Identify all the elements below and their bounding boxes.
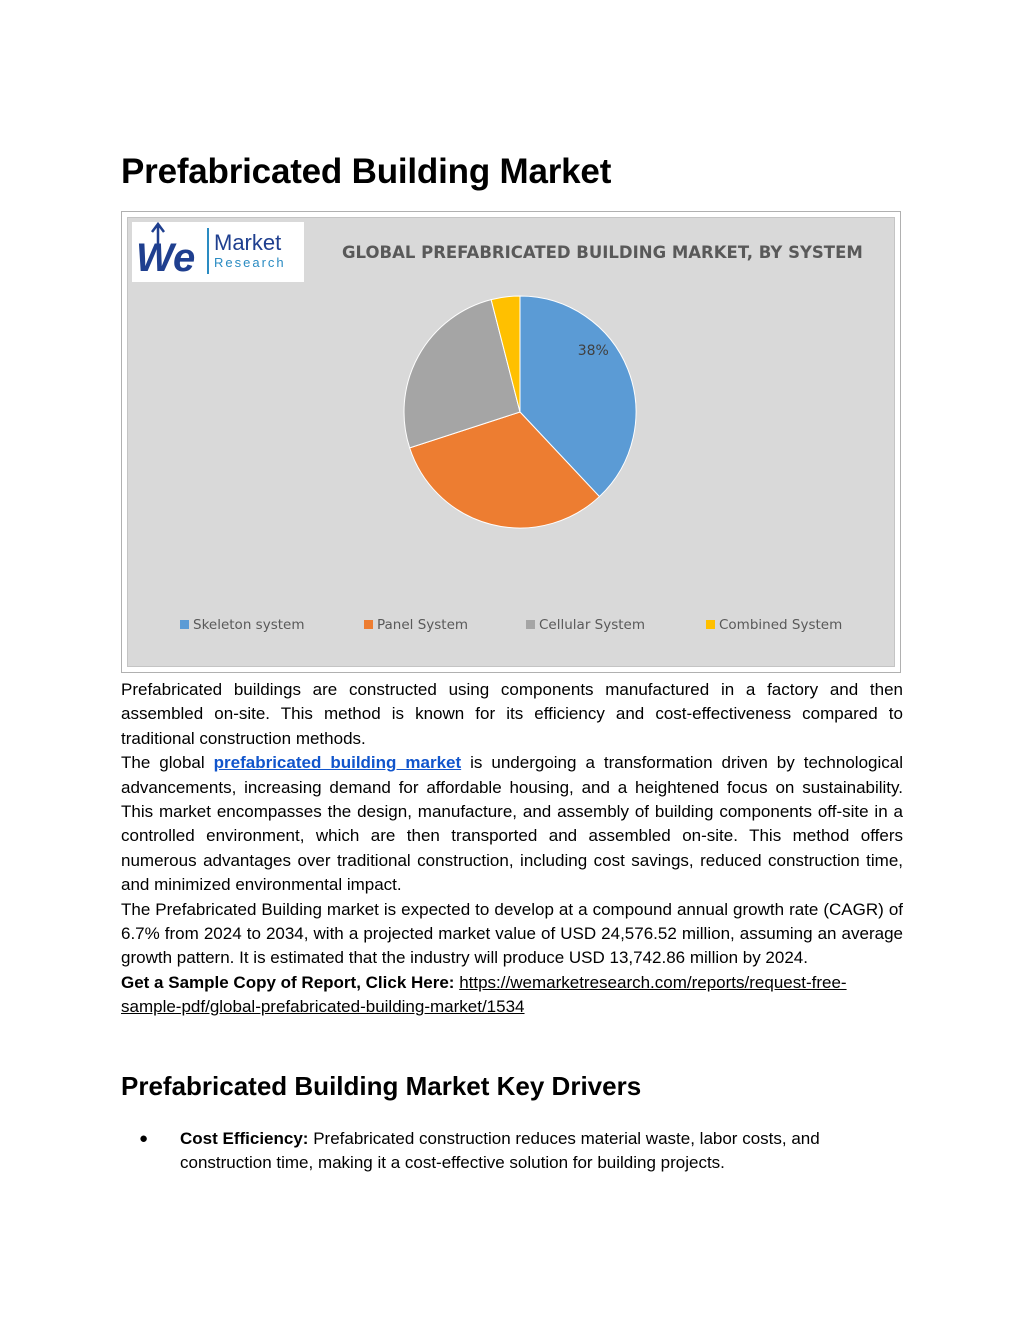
overview-text-rest: is undergoing a transformation driven by technological advancements, increasing demand for affordable housing, and a heightened focus on sustainability. This market encompasses the design, manufacture, and assembly of building components off-site in a controlled environment, which are then transported and assembled on-site. This method offers numerous advantages over traditional construction, including cost savings, reduced construction time, and minimized environmental impact. — [121, 753, 903, 895]
page-title: Prefabricated Building Market — [121, 152, 612, 191]
legend-item — [706, 617, 842, 633]
market-chart-figure — [121, 211, 901, 673]
market-link[interactable]: prefabricated building market — [213, 753, 462, 773]
key-drivers-heading: Prefabricated Building Market Key Drivers — [121, 1071, 642, 1101]
key-drivers-list — [121, 1127, 903, 1176]
driver-text: Prefabricated construction reduces material waste, labor costs, and construction time, making it a cost-effective solution for building projects. — [180, 1129, 820, 1173]
chart-title: GLOBAL PREFABRICATED BUILDING MARKET, BY SYSTEM — [342, 243, 863, 262]
bullet-icon: ● — [139, 1130, 149, 1147]
legend-item — [180, 617, 304, 633]
legend-label: Combined System — [719, 617, 843, 633]
overview-text-start: The global — [121, 753, 214, 773]
sample-copy-line — [121, 971, 903, 1020]
intro-paragraph: Prefabricated buildings are constructed using components manufactured in a factory and then assembled on-site. This method is known for its efficiency and cost-effectiveness compared to traditional construction methods. — [121, 680, 903, 748]
legend-swatch — [706, 620, 715, 629]
logo-mark: We — [136, 236, 196, 280]
pie-chart — [122, 212, 902, 674]
legend-swatch — [180, 620, 189, 629]
list-item — [121, 1127, 903, 1176]
driver-label: Cost Efficiency: — [180, 1129, 309, 1148]
legend-swatch — [364, 620, 373, 629]
market-overview-paragraph — [121, 751, 903, 897]
chart-legend — [180, 617, 842, 633]
logo-line2: Research — [214, 255, 286, 270]
legend-label: Skeleton system — [193, 617, 305, 633]
sample-copy-link[interactable]: https://wemarketresearch.com/reports/request-free-sample-pdf/global-prefabricated-building-market/1534 — [121, 972, 847, 1017]
body-text — [121, 678, 903, 1020]
legend-item — [364, 617, 468, 633]
pie-data-labels — [578, 343, 609, 359]
forecast-paragraph: The Prefabricated Building market is expected to develop at a compound annual growth rate (CAGR) of 6.7% from 2024 to 2034, with a projected market value of USD 24,576.52 million, assuming an average growth pattern. It is estimated that the industry will produce USD 13,742.86 million by 2024. — [121, 899, 903, 968]
legend-label: Panel System — [377, 617, 469, 633]
company-logo — [132, 222, 304, 282]
pie-slices — [404, 296, 636, 528]
legend-swatch — [526, 620, 535, 629]
sample-copy-label: Get a Sample Copy of Report, Click Here: — [121, 972, 455, 992]
pie-data-label: 38% — [577, 343, 609, 359]
logo-line1: Market — [214, 230, 282, 255]
legend-item — [526, 617, 645, 633]
legend-label: Cellular System — [539, 617, 645, 633]
